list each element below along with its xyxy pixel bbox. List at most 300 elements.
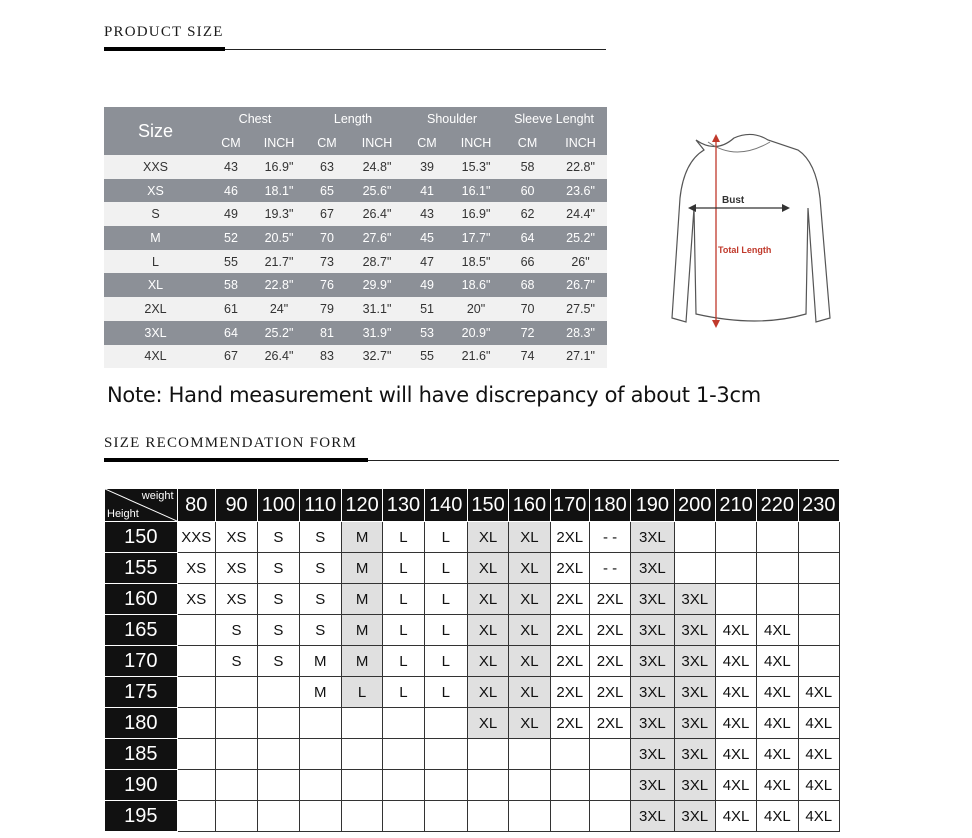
recommended-size-cell: 4XL	[798, 770, 839, 801]
recommended-size-cell: S	[299, 615, 341, 646]
measurement-cell: 64	[207, 321, 255, 345]
measurement-cell: 25.6"	[351, 179, 403, 203]
recommended-size-cell	[215, 677, 257, 708]
recommended-size-cell	[258, 708, 299, 739]
recommendation-row	[105, 770, 840, 801]
measurement-cell: 27.5"	[554, 297, 607, 321]
weight-header: 100	[258, 489, 299, 522]
measurement-cell: 60	[501, 179, 554, 203]
measurement-cell: 25.2"	[554, 226, 607, 250]
recommended-size-cell	[467, 801, 508, 832]
recommended-size-cell	[299, 770, 341, 801]
measurement-cell: 29.9"	[351, 273, 403, 297]
recommended-size-cell	[177, 708, 215, 739]
weight-header: 230	[798, 489, 839, 522]
recommended-size-cell: XL	[467, 522, 508, 553]
unit-header: CM	[501, 131, 554, 155]
height-axis-label: Height	[107, 508, 139, 520]
recommended-size-cell: 3XL	[674, 584, 715, 615]
measurement-cell: 41	[403, 179, 451, 203]
recommended-size-cell: 4XL	[715, 708, 756, 739]
height-cell: 175	[105, 677, 178, 708]
size-row	[104, 179, 607, 203]
product-size-table	[104, 107, 607, 368]
weight-header: 90	[215, 489, 257, 522]
recommended-size-cell: 3XL	[674, 646, 715, 677]
recommended-size-cell	[715, 522, 756, 553]
size-cell: 4XL	[104, 345, 207, 369]
recommended-size-cell: XL	[509, 615, 550, 646]
recommended-size-cell: XL	[509, 584, 550, 615]
measurement-cell: 31.9"	[351, 321, 403, 345]
measurement-cell: 26"	[554, 250, 607, 274]
recommended-size-cell: 2XL	[589, 677, 630, 708]
size-recommendation-table	[104, 488, 840, 832]
recommended-size-cell	[674, 522, 715, 553]
measurement-cell: 25.2"	[255, 321, 303, 345]
measurement-cell: 45	[403, 226, 451, 250]
recommended-size-cell: 4XL	[798, 708, 839, 739]
recommended-size-cell	[757, 553, 798, 584]
weight-header: 150	[467, 489, 508, 522]
size-cell: M	[104, 226, 207, 250]
measurement-cell: 24.8"	[351, 155, 403, 179]
recommended-size-cell: 2XL	[550, 553, 589, 584]
measurement-cell: 39	[403, 155, 451, 179]
recommended-size-cell: L	[383, 677, 424, 708]
measurement-cell: 20.5"	[255, 226, 303, 250]
recommended-size-cell	[674, 553, 715, 584]
measurement-cell: 27.1"	[554, 345, 607, 369]
recommended-size-cell: 4XL	[757, 770, 798, 801]
product-size-title: PRODUCT SIZE	[104, 24, 224, 40]
height-cell: 185	[105, 739, 178, 770]
recommended-size-cell: 3XL	[631, 801, 674, 832]
recommended-size-cell: 2XL	[589, 584, 630, 615]
measurement-cell: 16.9"	[451, 202, 501, 226]
recommended-size-cell	[589, 770, 630, 801]
weight-header: 120	[341, 489, 382, 522]
recommended-size-cell: 3XL	[674, 677, 715, 708]
height-cell: 165	[105, 615, 178, 646]
recommended-size-cell	[177, 677, 215, 708]
measurement-cell: 49	[207, 202, 255, 226]
weight-axis-label: weight	[141, 490, 174, 502]
measurement-cell: 64	[501, 226, 554, 250]
size-cell: XS	[104, 179, 207, 203]
recommended-size-cell	[424, 770, 467, 801]
recommended-size-cell	[177, 739, 215, 770]
recommended-size-cell: 2XL	[550, 584, 589, 615]
height-cell: 195	[105, 801, 178, 832]
product-size-rule-accent	[104, 47, 225, 51]
height-cell: 160	[105, 584, 178, 615]
height-cell: 190	[105, 770, 178, 801]
recommended-size-cell: S	[215, 646, 257, 677]
recommended-size-cell: - -	[589, 553, 630, 584]
recommended-size-cell: 4XL	[715, 615, 756, 646]
recommended-size-cell: XS	[177, 584, 215, 615]
size-cell: 2XL	[104, 297, 207, 321]
recommended-size-cell: XL	[509, 553, 550, 584]
recommended-size-cell: XXS	[177, 522, 215, 553]
measurement-note: Note: Hand measurement will have discrepancy of about 1-3cm	[107, 383, 761, 407]
recommended-size-cell: 4XL	[757, 739, 798, 770]
shirt-measurement-diagram	[648, 128, 848, 333]
measurement-cell: 55	[403, 345, 451, 369]
size-cell: XL	[104, 273, 207, 297]
recommended-size-cell: XS	[215, 553, 257, 584]
weight-header: 130	[383, 489, 424, 522]
recommended-size-cell	[215, 801, 257, 832]
weight-header: 140	[424, 489, 467, 522]
recommended-size-cell: XL	[467, 615, 508, 646]
recommended-size-cell	[215, 770, 257, 801]
recommended-size-cell	[798, 553, 839, 584]
recommended-size-cell	[798, 646, 839, 677]
recommended-size-cell	[341, 770, 382, 801]
recommended-size-cell: 3XL	[631, 553, 674, 584]
size-row	[104, 273, 607, 297]
recommended-size-cell: XL	[467, 584, 508, 615]
recommended-size-cell	[509, 770, 550, 801]
recommended-size-cell	[424, 739, 467, 770]
size-row	[104, 321, 607, 345]
recommended-size-cell: S	[299, 553, 341, 584]
recommended-size-cell	[550, 801, 589, 832]
measurement-cell: 47	[403, 250, 451, 274]
recommended-size-cell: 4XL	[715, 739, 756, 770]
measurement-cell: 16.1"	[451, 179, 501, 203]
recommended-size-cell	[715, 584, 756, 615]
recommended-size-cell: 4XL	[798, 739, 839, 770]
measurement-cell: 53	[403, 321, 451, 345]
recommended-size-cell: 2XL	[550, 677, 589, 708]
recommended-size-cell: 3XL	[674, 770, 715, 801]
measurement-cell: 18.6"	[451, 273, 501, 297]
recommendation-row	[105, 522, 840, 553]
measurement-cell: 20"	[451, 297, 501, 321]
recommended-size-cell: L	[424, 553, 467, 584]
recommended-size-cell: L	[383, 615, 424, 646]
unit-header: CM	[303, 131, 351, 155]
height-cell: 155	[105, 553, 178, 584]
recommended-size-cell: 4XL	[798, 677, 839, 708]
height-cell: 170	[105, 646, 178, 677]
weight-header: 80	[177, 489, 215, 522]
recommended-size-cell: 4XL	[757, 646, 798, 677]
recommended-size-cell	[177, 801, 215, 832]
measurement-cell: 26.7"	[554, 273, 607, 297]
measurement-cell: 70	[501, 297, 554, 321]
recommended-size-cell: S	[258, 584, 299, 615]
measurement-cell: 24.4"	[554, 202, 607, 226]
recommended-size-cell: 3XL	[631, 739, 674, 770]
recommended-size-cell: XS	[215, 584, 257, 615]
recommended-size-cell: 3XL	[631, 677, 674, 708]
measurement-cell: 22.8"	[255, 273, 303, 297]
weight-height-corner	[105, 489, 178, 522]
unit-header: INCH	[451, 131, 501, 155]
recommendation-row	[105, 584, 840, 615]
recommended-size-cell: L	[424, 646, 467, 677]
recommended-size-cell: L	[383, 553, 424, 584]
recommended-size-cell	[383, 770, 424, 801]
recommended-size-cell	[467, 770, 508, 801]
unit-header: INCH	[255, 131, 303, 155]
measurement-cell: 65	[303, 179, 351, 203]
weight-header: 110	[299, 489, 341, 522]
recommended-size-cell	[215, 708, 257, 739]
size-cell: XXS	[104, 155, 207, 179]
recommended-size-cell: L	[424, 522, 467, 553]
weight-header: 220	[757, 489, 798, 522]
recommended-size-cell: S	[258, 646, 299, 677]
recommended-size-cell	[509, 739, 550, 770]
recommended-size-cell	[258, 770, 299, 801]
recommended-size-cell	[798, 584, 839, 615]
measurement-cell: 83	[303, 345, 351, 369]
unit-header: INCH	[554, 131, 607, 155]
measurement-cell: 51	[403, 297, 451, 321]
size-cell: L	[104, 250, 207, 274]
recommended-size-cell: XS	[177, 553, 215, 584]
recommendation-row	[105, 801, 840, 832]
recommended-size-cell	[258, 739, 299, 770]
recommended-size-cell	[757, 522, 798, 553]
recommended-size-cell	[550, 770, 589, 801]
weight-header: 170	[550, 489, 589, 522]
measurement-cell: 74	[501, 345, 554, 369]
recommendation-row	[105, 553, 840, 584]
recommended-size-cell	[177, 615, 215, 646]
measurement-cell: 52	[207, 226, 255, 250]
weight-header: 180	[589, 489, 630, 522]
recommended-size-cell: XL	[509, 708, 550, 739]
measurement-cell: 18.5"	[451, 250, 501, 274]
measurement-cell: 62	[501, 202, 554, 226]
recommended-size-cell: M	[299, 677, 341, 708]
recommended-size-cell: 4XL	[757, 677, 798, 708]
recommended-size-cell	[299, 708, 341, 739]
measurement-cell: 58	[501, 155, 554, 179]
recommended-size-cell: M	[341, 646, 382, 677]
recommended-size-cell	[383, 739, 424, 770]
recommended-size-cell	[550, 739, 589, 770]
weight-header: 160	[509, 489, 550, 522]
recommended-size-cell: 2XL	[550, 522, 589, 553]
recommended-size-cell: XL	[467, 708, 508, 739]
length-header: Length	[303, 107, 403, 131]
measurement-cell: 16.9"	[255, 155, 303, 179]
measurement-cell: 21.6"	[451, 345, 501, 369]
size-row	[104, 297, 607, 321]
measurement-cell: 21.7"	[255, 250, 303, 274]
measurement-cell: 19.3"	[255, 202, 303, 226]
recommendation-row	[105, 708, 840, 739]
recommended-size-cell	[383, 801, 424, 832]
measurement-cell: 49	[403, 273, 451, 297]
size-row	[104, 345, 607, 369]
recommended-size-cell	[299, 739, 341, 770]
chest-header: Chest	[207, 107, 303, 131]
measurement-cell: 79	[303, 297, 351, 321]
measurement-cell: 22.8"	[554, 155, 607, 179]
recommended-size-cell: L	[383, 522, 424, 553]
recommended-size-cell: 2XL	[550, 708, 589, 739]
recommended-size-cell: S	[299, 584, 341, 615]
recommended-size-cell	[341, 708, 382, 739]
recommended-size-cell: 2XL	[550, 615, 589, 646]
sleeve-header: Sleeve Lenght	[501, 107, 607, 131]
recommended-size-cell: L	[424, 615, 467, 646]
recommended-size-cell: M	[341, 553, 382, 584]
recommended-size-cell: 4XL	[715, 646, 756, 677]
measurement-cell: 67	[303, 202, 351, 226]
recommended-size-cell	[798, 522, 839, 553]
measurement-cell: 73	[303, 250, 351, 274]
measurement-cell: 81	[303, 321, 351, 345]
recommended-size-cell	[258, 801, 299, 832]
recommended-size-cell	[424, 801, 467, 832]
measurement-cell: 46	[207, 179, 255, 203]
recommended-size-cell	[177, 646, 215, 677]
recommended-size-cell	[341, 739, 382, 770]
recommended-size-cell	[467, 739, 508, 770]
recommended-size-cell: 3XL	[631, 584, 674, 615]
recommended-size-cell: 4XL	[798, 801, 839, 832]
recommendation-rule-accent	[104, 458, 368, 462]
measurement-cell: 32.7"	[351, 345, 403, 369]
recommended-size-cell: XL	[467, 646, 508, 677]
recommended-size-cell: L	[383, 584, 424, 615]
recommendation-title: SIZE RECOMMENDATION FORM	[104, 435, 357, 451]
size-cell: S	[104, 202, 207, 226]
measurement-cell: 66	[501, 250, 554, 274]
recommended-size-cell: 3XL	[674, 708, 715, 739]
recommended-size-cell	[715, 553, 756, 584]
measurement-cell: 31.1"	[351, 297, 403, 321]
recommended-size-cell: XL	[467, 553, 508, 584]
recommended-size-cell: M	[341, 522, 382, 553]
recommended-size-cell: XL	[509, 677, 550, 708]
measurement-cell: 24"	[255, 297, 303, 321]
recommended-size-cell	[424, 708, 467, 739]
recommended-size-cell: 4XL	[757, 801, 798, 832]
recommended-size-cell	[215, 739, 257, 770]
recommended-size-cell: XS	[215, 522, 257, 553]
recommended-size-cell: S	[258, 615, 299, 646]
recommended-size-cell: 4XL	[715, 770, 756, 801]
recommended-size-cell: 3XL	[631, 708, 674, 739]
measurement-cell: 26.4"	[255, 345, 303, 369]
measurement-cell: 23.6"	[554, 179, 607, 203]
recommended-size-cell: 3XL	[631, 770, 674, 801]
measurement-cell: 61	[207, 297, 255, 321]
measurement-cell: 76	[303, 273, 351, 297]
size-row	[104, 250, 607, 274]
measurement-cell: 28.7"	[351, 250, 403, 274]
recommended-size-cell: 4XL	[715, 677, 756, 708]
recommendation-row	[105, 615, 840, 646]
recommendation-row	[105, 739, 840, 770]
measurement-cell: 26.4"	[351, 202, 403, 226]
recommended-size-cell	[757, 584, 798, 615]
recommended-size-cell: L	[424, 584, 467, 615]
weight-header: 210	[715, 489, 756, 522]
recommended-size-cell: L	[424, 677, 467, 708]
measurement-cell: 18.1"	[255, 179, 303, 203]
measurement-cell: 68	[501, 273, 554, 297]
recommended-size-cell: M	[299, 646, 341, 677]
recommended-size-cell	[383, 708, 424, 739]
recommended-size-cell: S	[299, 522, 341, 553]
recommended-size-cell: M	[341, 584, 382, 615]
recommended-size-cell: 3XL	[631, 615, 674, 646]
recommended-size-cell: 3XL	[674, 801, 715, 832]
recommended-size-cell: 2XL	[589, 615, 630, 646]
size-row	[104, 226, 607, 250]
measurement-cell: 55	[207, 250, 255, 274]
recommended-size-cell: 4XL	[715, 801, 756, 832]
height-cell: 180	[105, 708, 178, 739]
size-header: Size	[104, 107, 207, 155]
measurement-cell: 17.7"	[451, 226, 501, 250]
measurement-cell: 27.6"	[351, 226, 403, 250]
bust-label: Bust	[722, 195, 745, 206]
shoulder-header: Shoulder	[403, 107, 501, 131]
size-row	[104, 202, 607, 226]
recommended-size-cell: M	[341, 615, 382, 646]
measurement-cell: 63	[303, 155, 351, 179]
recommended-size-cell: 3XL	[674, 615, 715, 646]
recommended-size-cell	[589, 739, 630, 770]
recommended-size-cell: - -	[589, 522, 630, 553]
recommendation-row	[105, 677, 840, 708]
measurement-cell: 28.3"	[554, 321, 607, 345]
recommended-size-cell: 3XL	[631, 646, 674, 677]
measurement-cell: 20.9"	[451, 321, 501, 345]
total-length-label: Total Length	[718, 245, 772, 255]
recommended-size-cell: 3XL	[674, 739, 715, 770]
unit-header: INCH	[351, 131, 403, 155]
measurement-cell: 43	[207, 155, 255, 179]
recommended-size-cell	[589, 801, 630, 832]
measurement-cell: 15.3"	[451, 155, 501, 179]
measurement-cell: 70	[303, 226, 351, 250]
weight-header: 200	[674, 489, 715, 522]
recommended-size-cell: XL	[467, 677, 508, 708]
recommended-size-cell	[177, 770, 215, 801]
recommended-size-cell: XL	[509, 522, 550, 553]
recommended-size-cell	[258, 677, 299, 708]
measurement-cell: 43	[403, 202, 451, 226]
recommended-size-cell: 3XL	[631, 522, 674, 553]
measurement-cell: 72	[501, 321, 554, 345]
recommended-size-cell	[798, 615, 839, 646]
recommended-size-cell: 2XL	[589, 646, 630, 677]
recommended-size-cell: S	[258, 553, 299, 584]
unit-header: CM	[207, 131, 255, 155]
recommended-size-cell: L	[341, 677, 382, 708]
recommended-size-cell: XL	[509, 646, 550, 677]
recommended-size-cell: L	[383, 646, 424, 677]
recommended-size-cell: S	[258, 522, 299, 553]
recommended-size-cell: 2XL	[589, 708, 630, 739]
unit-header: CM	[403, 131, 451, 155]
measurement-cell: 67	[207, 345, 255, 369]
measurement-cell: 58	[207, 273, 255, 297]
